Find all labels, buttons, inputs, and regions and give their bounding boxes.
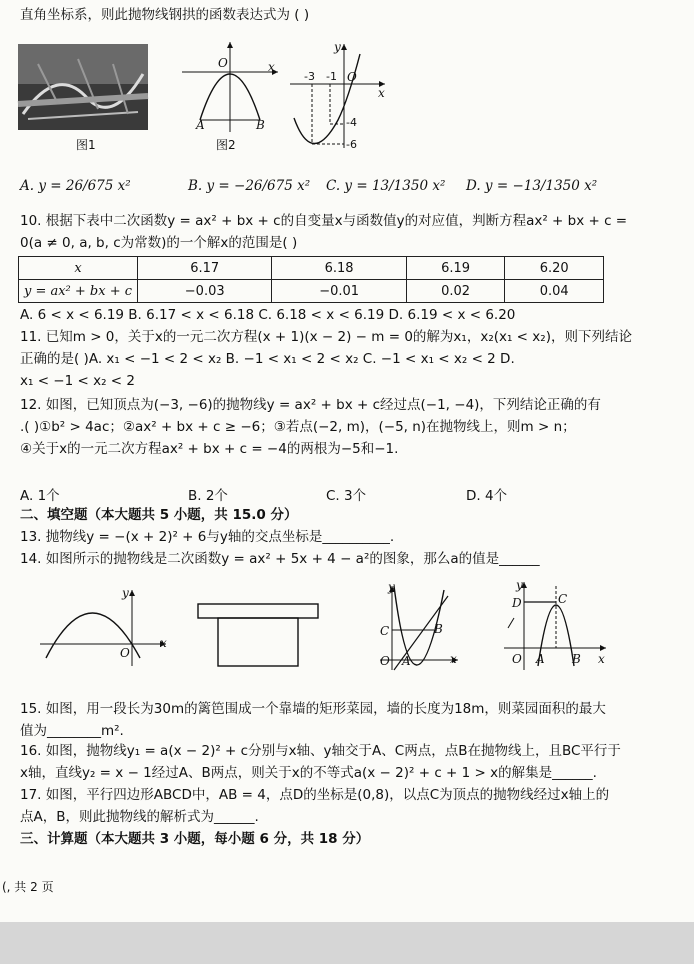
q9-option-d: D. y = −13/1350 x² bbox=[466, 178, 598, 194]
q9-text: 直角坐标系，则此抛物线钢拱的函数表达式为 ( ) bbox=[20, 7, 310, 23]
fig17-point-c: C bbox=[558, 592, 568, 606]
q12-line2: .( )①b² > 4ac；②ax² + bx + c ≥ −6；③若点(−2, m)，(−5, n)在抛物线上，则m > n； bbox=[20, 419, 576, 435]
fig2-x-label: x bbox=[268, 60, 275, 74]
fig14-x-label: x bbox=[160, 636, 167, 650]
q17-line2: 点A，B，则此抛物线的解析式为______. bbox=[20, 809, 259, 825]
table-row bbox=[19, 280, 604, 303]
q9-option-c: C. y = 13/1350 x² bbox=[326, 178, 446, 194]
q9-option-b: B. y = −26/675 x² bbox=[188, 178, 311, 194]
q12-option-d: D. 4个 bbox=[466, 488, 508, 504]
fig14-parabola bbox=[40, 588, 170, 668]
fig16-point-c: C bbox=[380, 624, 390, 638]
fig17-point-b: B bbox=[572, 652, 581, 666]
fig16-point-b: B bbox=[434, 622, 443, 636]
table-cell: 6.20 bbox=[505, 257, 604, 280]
table-cell: x bbox=[19, 257, 138, 280]
section3-heading: 三、计算题（本大题共 3 小题，每小题 6 分，共 18 分） bbox=[20, 831, 370, 847]
q11-line1: 11. 已知m > 0，关于x的一元二次方程(x + 1)(x − 2) − m = 0的解为x₁，x₂(x₁ < x₂)，则下列结论 bbox=[20, 329, 632, 345]
fig16-origin: O bbox=[380, 654, 390, 668]
fig3-tick-minus1: -1 bbox=[326, 70, 337, 83]
q17-line1: 17. 如图，平行四边形ABCD中，AB = 4，点D的坐标是(0,8)，以点C为顶点的抛物线经过x轴上的 bbox=[20, 787, 610, 803]
table-cell: 0.04 bbox=[505, 280, 604, 303]
table-cell: 6.18 bbox=[272, 257, 406, 280]
fig17-point-a: A bbox=[536, 652, 545, 666]
fig17-point-d: D bbox=[512, 596, 522, 610]
fig3-parabola bbox=[290, 40, 390, 150]
q12-option-a: A. 1个 bbox=[20, 488, 60, 504]
table-cell: −0.03 bbox=[138, 280, 272, 303]
fig17-y-label: y bbox=[516, 578, 523, 592]
bottom-scan-margin bbox=[0, 922, 694, 964]
q12-option-c: C. 3个 bbox=[326, 488, 367, 504]
q11-line3: x₁ < −1 < x₂ < 2 bbox=[20, 373, 135, 389]
fig16-x-label: x bbox=[450, 652, 457, 666]
page-footer: (, 共 2 页 bbox=[2, 880, 54, 894]
section2-heading: 二、填空题（本大题共 5 小题，共 15.0 分） bbox=[20, 507, 298, 523]
table-cell: y = ax² + bx + c bbox=[19, 280, 138, 303]
fig17-origin: O bbox=[512, 652, 522, 666]
table-cell: 6.19 bbox=[406, 257, 505, 280]
fig15-garden bbox=[196, 600, 322, 670]
table-cell: 0.02 bbox=[406, 280, 505, 303]
fig3-tick-minus4: -4 bbox=[346, 116, 357, 129]
q15-line2: 值为________m². bbox=[20, 723, 124, 739]
fig2-label: 图2 bbox=[216, 138, 236, 152]
fig16-y-label: y bbox=[388, 580, 395, 594]
fig2-parabola bbox=[180, 40, 280, 135]
q10-options: A. 6 < x < 6.19 B. 6.17 < x < 6.18 C. 6.18 < x < 6.19 D. 6.19 < x < 6.20 bbox=[20, 307, 516, 323]
q14-text: 14. 如图所示的抛物线是二次函数y = ax² + 5x + 4 − a²的图象，那么a的值是______ bbox=[20, 551, 540, 567]
fig3-origin: O bbox=[347, 70, 357, 84]
q9-option-a: A. y = 26/675 x² bbox=[20, 178, 131, 194]
q10-line1: 10. 根据下表中二次函数y = ax² + bx + c的自变量x与函数值y的对应值，判断方程ax² + bx + c = bbox=[20, 213, 628, 229]
fig2-point-a: A bbox=[196, 118, 205, 132]
q11-line2: 正确的是( )A. x₁ < −1 < 2 < x₂ B. −1 < x₁ < 2 < x₂ C. −1 < x₁ < x₂ < 2 D. bbox=[20, 351, 515, 367]
q12-line1: 12. 如图，已知顶点为(−3, −6)的抛物线y = ax² + bx + c经过点(−1, −4)，下列结论正确的有 bbox=[20, 397, 601, 413]
fig1-label: 图1 bbox=[76, 138, 96, 152]
fig2-point-b: B bbox=[256, 118, 265, 132]
q13-text: 13. 抛物线y = −(x + 2)² + 6与y轴的交点坐标是__________. bbox=[20, 529, 395, 545]
fig14-y-label: y bbox=[122, 586, 129, 600]
fig3-tick-minus3: -3 bbox=[304, 70, 315, 83]
fig3-tick-minus6: -6 bbox=[346, 138, 357, 151]
fig3-x-label: x bbox=[378, 86, 385, 100]
table-cell: 6.17 bbox=[138, 257, 272, 280]
q10-value-table bbox=[18, 256, 604, 303]
q10-line2: 0(a ≠ 0, a, b, c为常数)的一个解x的范围是( ) bbox=[20, 235, 298, 251]
q12-line3: ④关于x的一元二次方程ax² + bx + c = −4的两根为−5和−1. bbox=[20, 441, 399, 457]
fig1-arch-photo bbox=[18, 44, 148, 130]
table-cell: −0.01 bbox=[272, 280, 406, 303]
fig17-x-label: x bbox=[598, 652, 605, 666]
table-row bbox=[19, 257, 604, 280]
q16-line1: 16. 如图，抛物线y₁ = a(x − 2)² + c分别与x轴、y轴交于A、C两点，点B在抛物线上，且BC平行于 bbox=[20, 743, 621, 759]
q15-line1: 15. 如图，用一段长为30m的篱笆围成一个靠墙的矩形菜园，墙的长度为18m，则菜园面积的最大 bbox=[20, 701, 606, 717]
fig3-y-label: y bbox=[334, 40, 341, 54]
fig2-origin: O bbox=[218, 56, 228, 70]
fig16-point-a: A bbox=[402, 654, 411, 668]
q16-line2: x轴，直线y₂ = x − 1经过A、B两点，则关于x的不等式a(x − 2)² + c + 1 > x的解集是______. bbox=[20, 765, 597, 781]
fig14-origin: O bbox=[120, 646, 130, 660]
q12-option-b: B. 2个 bbox=[188, 488, 228, 504]
